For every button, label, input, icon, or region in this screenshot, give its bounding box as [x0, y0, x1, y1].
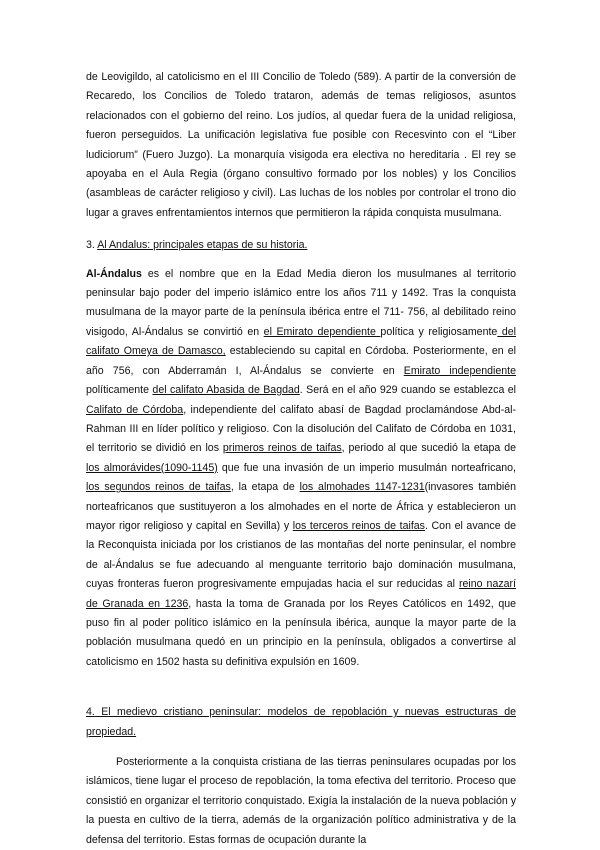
link-primeros-reinos-taifas[interactable]: primeros reinos de taifas: [222, 442, 342, 455]
link-califato-cordoba[interactable]: Califato de Córdoba: [86, 403, 184, 416]
section-title: Al Andalus: principales etapas de su historia.: [97, 239, 308, 252]
text-run: estableciendo su capital en Córdoba. Posteriormente, en el año 756, con Abderramán I, Al-Ándalus se convierte en: [86, 345, 517, 377]
text-run: , periodo al que sucedió la etapa de: [341, 442, 516, 455]
text-run: , independiente del califato abasí de Bagdad proclamándose Abd-al-Rahman III en líder político y religioso. Con la disolución del Califato de Córdoba en 1031, el territorio se dividió en los: [86, 403, 516, 455]
section-number: 3.: [86, 239, 95, 252]
section-number: 4.: [86, 706, 95, 719]
paragraph-repoblacion: [86, 753, 516, 850]
section-heading-medievo: [86, 703, 516, 742]
section-title: El medievo cristiano peninsular: modelos de repoblación y nuevas estructuras de propiedad.: [86, 706, 516, 738]
paragraph-visigoths: [86, 68, 516, 223]
text-run: políticamente: [86, 384, 153, 397]
term-al-andalus: Al-Ándalus: [86, 267, 142, 280]
link-terceros-reinos-taifas[interactable]: los terceros reinos de taifas: [292, 519, 425, 532]
paragraph-text: de Leovigildo, al catolicismo en el III Concilio de Toledo (589). A partir de la conversión de Recaredo, los Concilios de Toledo trataron, además de temas religiosos, asuntos relacionados con el gobierno del reino. Los judíos, al quedar fuera de la unidad religiosa, fueron perseguidos. La unificación legislativa fue posible con Recesvinto con el “Liber ludiciorum” (Fuero Juzgo). La monarquía visigoda era electiva no hereditaria . El rey se apoyaba en el Aula Regia (órgano consultivo formado por los nobles) y los Concilios (asambleas de carácter religioso y civil). Las luchas de los nobles por controlar el trono dio lugar a graves enfrentamientos internos que permitieron la rápida conquista musulmana.: [86, 71, 516, 219]
link-reino-nazari[interactable]: reino nazarí de Granada en 1236: [86, 578, 516, 610]
text-run: , la etapa de: [230, 481, 300, 494]
text-run: política y religiosamente: [380, 325, 498, 338]
text-run: (invasores también norteafricanos que sustituyeron a los almohades en el norte de África y establecieron un mayor rigor religioso y capital en Sevilla) y: [86, 481, 517, 532]
paragraph-al-andalus: [86, 265, 516, 673]
link-segundos-reinos-taifas[interactable]: los segundos reinos de taifas: [86, 481, 231, 494]
text-run: . Será en el año 929 cuando se establezca el: [299, 384, 517, 397]
section-heading-al-andalus: [86, 236, 516, 255]
link-almoravides[interactable]: los almorávides(1090-1145): [86, 461, 218, 474]
link-califato-omeya[interactable]: del califato Omeya de Damasco,: [86, 325, 516, 358]
link-almohades[interactable]: los almohades 1147-1231: [299, 481, 425, 494]
text-run: que fue una invasión de un imperio musulmán norteafricano,: [217, 461, 517, 474]
text-run: . Con el avance de la Reconquista iniciada por los cristianos de las montañas del norte peninsular, el nombre de al-Ándalus se fue adecuando al menguante territorio bajo dominación musulmana, cuyas fronteras fueron progresivamente empujadas hacia el sur reducidas al: [86, 519, 516, 591]
document-page: [86, 68, 516, 850]
text-run: es el nombre que en la Edad Media dieron los musulmanes al territorio peninsular bajo poder del imperio islámico entre los años 711 y 1492. Tras la conquista musulmana de la mayor parte de la península ibérica entre el 711- 756, al debilitado reino visigodo, Al-Ándalus se convirtió en: [86, 267, 516, 338]
paragraph-text: Posteriormente a la conquista cristiana de las tierras peninsulares ocupadas por los islámicos, tiene lugar el proceso de repoblación, la toma efectiva del territorio. Proceso que consistió en organizar el territorio conquistado. Exigía la instalación de la nueva población y la puesta en cultivo de la tierra, además de la organización político administrativa y de la defensa del territorio. Estas formas de ocupación durante la: [86, 756, 516, 846]
text-run: , hasta la toma de Granada por los Reyes Católicos en 1492, que puso fin al poder político islámico en la península ibérica, aunque la mayor parte de la población musulmana quedó en un principio en la península, obligados a convertirse al catolicismo en 1502 hasta su definitiva expulsión en 1609.: [86, 597, 516, 668]
link-emirato-independiente[interactable]: Emirato independiente: [403, 364, 516, 377]
link-emirato-dependiente[interactable]: el Emirato dependiente: [263, 325, 381, 338]
link-califato-abasida[interactable]: del califato Abasida de Bagdad: [152, 384, 300, 397]
